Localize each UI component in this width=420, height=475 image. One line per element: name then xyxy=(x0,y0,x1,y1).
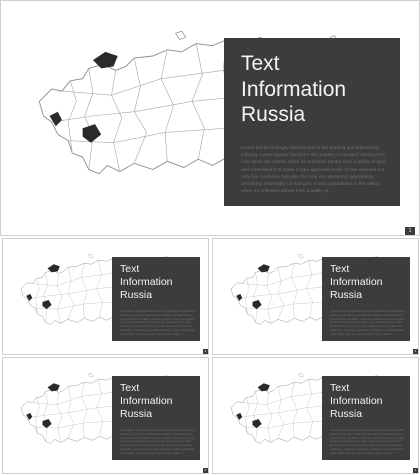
slide-2[interactable] xyxy=(2,238,209,355)
slide-body: Lorem Ipsum is simply dummy text of the printing and typesetting industry. Lorem Ipsum has been the industry's standard dummy text ever since the 1500s, when an unknown printer took a galley of type and scrambled it to make a type specimen book. It has survived not only five centuries, but also the leap into electronic typesetting, remaining essentially unchanged. It was popularised in the 1960s, when an unknown printer took a galley of xyxy=(330,310,405,335)
page-number: 1 xyxy=(414,468,417,472)
text-panel xyxy=(322,376,410,460)
slide-body: Lorem Ipsum is simply dummy text of the printing and typesetting industry. Lorem Ipsum has been the industry's standard dummy text ever since the 1500s, when an unknown printer took a galley of type and scrambled it to make a type specimen book. It has survived not only five centuries, but also the leap into electronic typesetting, remaining essentially unchanged. It was popularised in the 1960s, when an unknown printer took a galley of xyxy=(330,429,405,454)
slide-5[interactable] xyxy=(212,357,419,474)
text-panel xyxy=(224,38,400,206)
slide-title: Text Information Russia xyxy=(241,52,347,127)
text-panel xyxy=(112,376,200,460)
slide-body: Lorem Ipsum is simply dummy text of the printing and typesetting industry. Lorem Ipsum has been the industry's standard dummy text ever since the 1500s, when an unknown printer took a galley of type and scrambled it to make a type specimen book. It has survived not only five centuries, but also the leap into electronic typesetting, remaining essentially unchanged. It was popularised in the 1960s, when an unknown printer took a galley of xyxy=(120,429,195,454)
page-number: 1 xyxy=(414,349,417,353)
text-panel xyxy=(322,257,410,341)
text-panel xyxy=(112,257,200,341)
slide-title: Text Information Russia xyxy=(330,382,383,420)
page-number: 1 xyxy=(405,227,415,236)
slide-body: Lorem Ipsum is simply dummy text of the printing and typesetting industry. Lorem Ipsum has been the industry's standard dummy text ever since the 1500s, when an unknown printer took a galley of type and scrambled it to make a type specimen book. It has survived not only five centuries, but also the leap into electronic typesetting, remaining essentially unchanged. It was popularised in the 1960s, when an unknown printer took a galley of xyxy=(120,310,195,335)
slide-1[interactable] xyxy=(0,0,420,236)
slide-title: Text Information Russia xyxy=(330,263,383,301)
slide-body: Lorem Ipsum is simply dummy text of the printing and typesetting industry. Lorem Ipsum has been the industry's standard dummy text ever since the 1500s, when an unknown printer took a galley of type and scrambled it to make a type specimen book. It has survived not only five centuries, but also the leap into electronic typesetting, remaining essentially unchanged. It was popularised in the 1960s, when an unknown printer took a galley of xyxy=(241,146,386,195)
slide-4[interactable] xyxy=(2,357,209,474)
page-number: 1 xyxy=(204,349,207,353)
slide-title: Text Information Russia xyxy=(120,382,173,420)
slide-3[interactable] xyxy=(212,238,419,355)
slide-title: Text Information Russia xyxy=(120,263,173,301)
page-number: 1 xyxy=(204,468,207,472)
